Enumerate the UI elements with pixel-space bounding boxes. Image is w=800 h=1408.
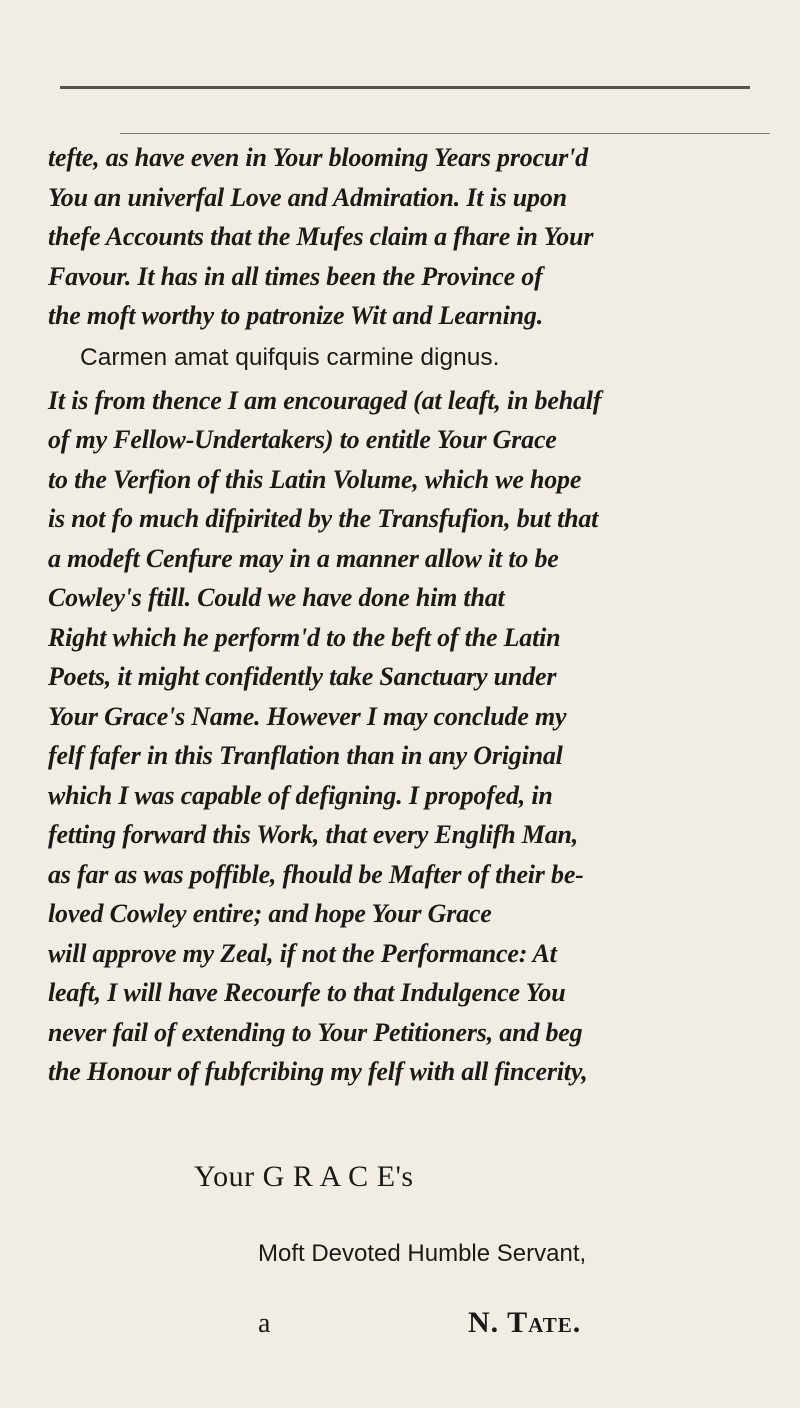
text-line: is not fo much difpirited by the Transfufion, but that (48, 504, 599, 533)
text-line: loved Cowley entire; and hope Your Grace (48, 899, 492, 928)
text-line: never fail of extending to Your Petitioners, and beg (48, 1017, 583, 1047)
text-line: tefte, as have even in Your blooming Years procur'd (48, 143, 588, 172)
closing-salutation: Your G R A C E's (194, 1160, 414, 1193)
text-line: You an univerfal Love and Admiration. It is upon (48, 182, 567, 212)
text-line: Favour. It has in all times been the Province of (48, 261, 543, 291)
text-line: as far as was poffible, fhould be Mafter of their be- (48, 859, 584, 889)
text-line: to the Verfion of this Latin Volume, which we hope (48, 464, 582, 494)
text-line: Your Grace's Name. However I may conclude my (48, 701, 567, 731)
dedication-text (48, 138, 763, 1092)
signature-mark: a (258, 1308, 271, 1339)
text-line: thefe Accounts that the Mufes claim a fhare in Your (48, 222, 594, 251)
closing-servant: Moft Devoted Humble Servant, (258, 1240, 587, 1267)
text-line: the moft worthy to patronize Wit and Learning. (48, 301, 543, 330)
text-line: Cowley's ftill. Could we have done him that (48, 583, 505, 612)
text-line: which I was capable of defigning. I propofed, in (48, 780, 553, 810)
paragraph-1 (48, 138, 763, 336)
header-rule (120, 133, 770, 134)
text-line: will approve my Zeal, if not the Performance: At (48, 938, 557, 968)
text-line: Poets, it might confidently take Sanctuary under (48, 662, 557, 691)
text-line: felf fafer in this Tranflation than in any Original (48, 741, 563, 770)
top-rule (60, 86, 750, 89)
text-line: It is from thence I am encouraged (at leaft, in behalf (48, 385, 602, 415)
paragraph-2 (48, 381, 763, 1092)
text-line: a modeft Cenfure may in a manner allow it to be (48, 543, 559, 573)
signature-name: N. Tate. (468, 1306, 582, 1339)
text-line: the Honour of fubfcribing my felf with all fincerity, (48, 1057, 588, 1086)
latin-quote: Carmen amat quifquis carmine dignus. (80, 343, 500, 371)
text-line: leaft, I will have Recourfe to that Indulgence You (48, 978, 566, 1007)
text-line: fetting forward this Work, that every Englifh Man, (48, 820, 579, 849)
text-line: of my Fellow-Undertakers) to entitle Your Grace (48, 425, 557, 454)
text-line: Right which he perform'd to the beft of the Latin (48, 622, 561, 652)
